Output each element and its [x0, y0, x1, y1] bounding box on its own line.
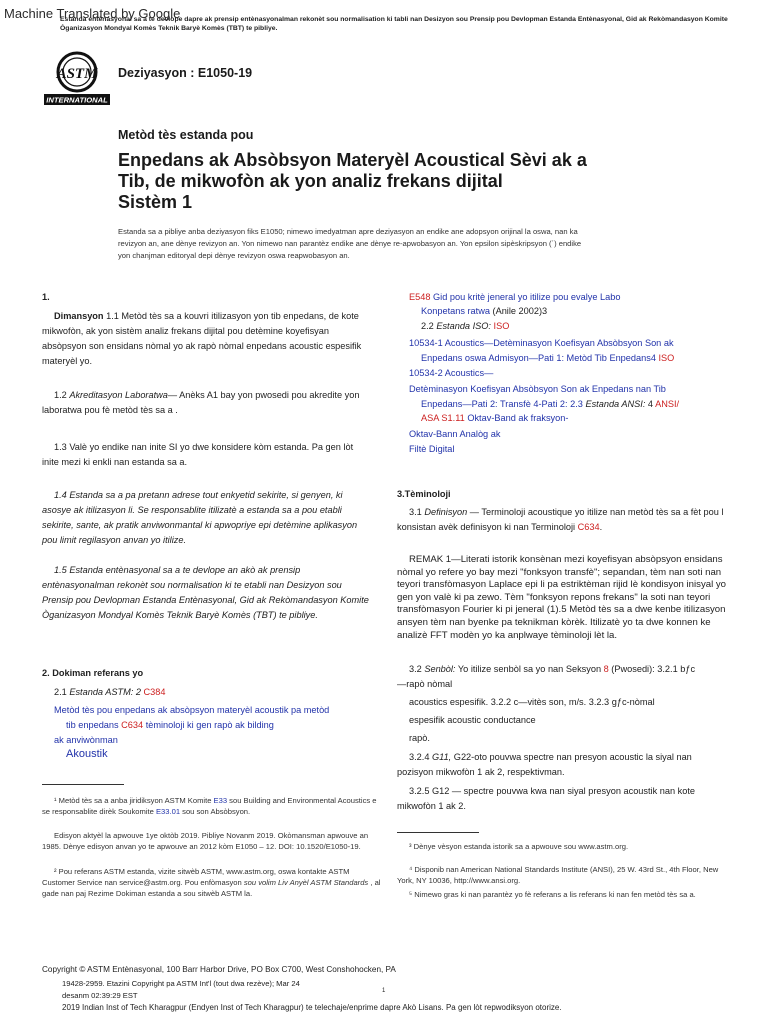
ref-text: tèminoloji ki gen rapò ak bilding [143, 720, 274, 730]
logo-word: INTERNATIONAL [46, 95, 108, 105]
ref-text: tib enpedans [66, 720, 122, 730]
paragraph-3-2 [397, 662, 725, 677]
issuance-note [118, 226, 658, 262]
issuance-line: Estanda sa a pibliye anba deziyasyon fiks E1050; nimewo imedyatman apre deziyasyon an endike ane adopsyon orijinal la oswa, nan ka [118, 227, 578, 236]
ref-line[interactable]: Akoustik [66, 748, 108, 760]
ref-line[interactable]: Filtè Digital [409, 444, 455, 454]
ref-title: Enpedans oswa Admisyon—Pati 1: Metòd Tib Enpedans4 [421, 353, 656, 363]
issuance-line: yon chanjman editoryal depi dènye revizyon oswa reapwobasyon an. [118, 251, 350, 260]
fn-text: ¹ Metòd tès sa a anba jiridiksyon ASTM Komite [54, 796, 214, 805]
ref-link-c634[interactable]: C634 [121, 720, 144, 730]
scope-text: 1.1 Metòd tès sa a kouvri itilizasyon yon tib enpedans, de kote mikwofòn, ak yon sistèm analiz frekans dijital pou detèmine koyefisyan absòpsyon son ensidans nòmal yo ak rapò nòmal enpedans acoustic espesifik materyèl yo. [42, 311, 362, 366]
section-2-heading: 2. Dokiman referans yo [42, 668, 144, 678]
paragraph-1-1 [42, 309, 372, 369]
ref-title: Gid pou kritè jeneral yo itilize pou evalye Labo [430, 292, 621, 302]
symbol-line: rapò. [409, 733, 430, 743]
section-3-heading: 3.Tèminoloji [397, 489, 451, 499]
para-number: 2.2 [421, 321, 437, 331]
para-number: 3.2 [409, 664, 425, 674]
title-line: Sistèm 1 [118, 192, 193, 212]
ref-line[interactable]: ak anviwònman [54, 735, 118, 745]
ref-e548-cont [421, 304, 547, 319]
svg-text:ASTM: ASTM [56, 66, 98, 82]
fn-italic: sou volim Liv Anyèl ASTM Standards [243, 878, 369, 887]
symbol-term: G11, [432, 752, 452, 762]
paragraph-3-2-4 [397, 750, 725, 780]
license-line: 2019 Indian Inst of Tech Kharagpur (Endyen Inst of Tech Kharagpur) te telechaje/enprime dapre Akò Lisans. Pa gen lòt repwodiksyon otorize. [62, 1003, 562, 1012]
page-number: 1 [382, 988, 386, 994]
scope-heading: Dimansyon [54, 311, 104, 321]
ref-title: Konpetans ratwa [421, 306, 490, 316]
symbol-line: acoustics espesifik. 3.2.2 c—vitès son, m/s. 3.2.3 gƒc-nòmal [409, 697, 655, 707]
ref-e548[interactable] [409, 290, 620, 305]
astm-logo [44, 50, 110, 106]
ref-title: Oktav-Band ak fraksyon- [464, 413, 569, 423]
ref-ansi-s1-11[interactable] [421, 411, 568, 426]
ref-iso-10534-2-cont [421, 397, 679, 412]
fn-text: ² Pou referans ASTM estanda, vizite sitwèb ASTM, www.astm.org, oswa kontakte ASTM Customer Service nan service@astm.org. Pou enfòmasyon [42, 867, 350, 887]
para-text: (Pwosedi): 3.2.1 bƒc [608, 664, 696, 674]
ref-link-ansi[interactable]: ANSI/ [655, 399, 680, 409]
ref-link-section-8[interactable]: 8 [603, 664, 609, 674]
ref-link-iso[interactable]: ISO [490, 321, 510, 331]
para-number: 2.1 [54, 687, 70, 697]
ref-c634-line[interactable] [66, 718, 274, 733]
astm-logo-icon [44, 50, 110, 106]
copyright-line-2: 19428-2959. Etazini Copyright pa ASTM Int'l (tout dwa rezève); Mar 24 [62, 979, 300, 988]
document-title [118, 150, 638, 213]
astm-standards-term: Estanda ASTM: 2 [69, 687, 144, 697]
paragraph-1-5: 1.5 Estanda entènasyonal sa a te devlope an akò ak prensip entènasyonalman rekonèt sou normalisation ki te etabli nan Desizyon sou Prensip pou Devlopman Estanda Entènasyonal, Gid ak Rekòmandasyon Komite Òganizasyon Mondyal Komès Teknik Baryè Komès (TBT) te pibliye. [42, 565, 369, 620]
para-text: G22-oto pouvwa spectre nan presyon acoustic la siyal nan pozisyon mikwofòn 1 ak 2, respektivman. [397, 752, 692, 777]
iso-standards-term: Estanda ISO: [436, 321, 491, 331]
paragraph-1-3: 1.3 Valè yo endike nan inite SI yo dwe konsidere kòm estanda. Pa gen lòt inite mezi ki enkli nan estanda sa a. [42, 442, 354, 467]
title-line: Enpedans ak Absòbsyon Materyèl Acoustical Sèvi ak a [118, 150, 587, 170]
paragraph-2-1 [54, 685, 166, 700]
note-1: REMAK 1—Literati istorik konsènan mezi koyefisyan absòpsyon ensidans nòmal yo refere yo bay mezi "fonksyon transfè"; sepandan, tèm nan soti nan teyori transfòmasyon Laplace epi li pa estriktèman rijid lè kondisyon inisyal yo gen yon valè ki pa zewo. Tèm "fonksyon repons frekans" la soti nan teyori transfòmasyon Fourier ki pi jeneral (1).5 Metòd tès sa a dwe kenbe itilizasyon ansyen tèm nan byenke pa teknikman kòrèk. Itilizatè yo ta dwe konnen ke analizè FFT modèn yo ka anplwaye tèminoloji lèt la. [397, 554, 727, 641]
copyright-line: Copyright © ASTM Entènasyonal, 100 Barr Harbor Drive, PO Box C700, West Conshohocken, PA [42, 965, 396, 974]
para-number: 3.1 [409, 507, 425, 517]
ref-status: (Anile 2002)3 [489, 306, 548, 316]
paragraph-1-4: 1.4 Estanda sa a pa pretann adrese tout enkyetid sekirite, si genyen, ki asosye ak itilizasyon li. Se responsablite itilizatè a estanda sa a pou etabli sekirite, sante, ak pratik anviwonmantal ki apwopriye epi detèmine aplikasyon pou limit regilasyon anvan yo itilize. [42, 490, 358, 545]
footnote-divider [42, 784, 124, 785]
ref-c384-title[interactable]: Metòd tès pou enpedans ak absòpsyon materyèl acoustik pa metòd [54, 705, 330, 715]
issuance-line: revizyon an, ane dènye revizyon an. Yon nimewo nan parantèz endike ane dènye re-apwobasyon an. Yon epsilon sipèskripsyon (´) endike [118, 239, 582, 248]
symbol-line: —rapò nòmal [397, 679, 453, 689]
ref-iso-10534-2-title[interactable]: Detèminasyon Koefisyan Absòbsyon Son ak Enpedans nan Tib [409, 384, 666, 394]
ref-iso-10534-1-cont[interactable] [421, 351, 674, 366]
para-number: 1.2 [54, 390, 70, 400]
ref-title: Enpedans—Pati 2: Transfè 4-Pati 2: 2.3 [421, 399, 586, 409]
lab-accreditation-term: Akreditasyon Laboratwa [69, 390, 168, 400]
download-timestamp: desanm 02:39:29 EST [62, 991, 138, 1000]
machine-translated-label: Machine Translated by Google [4, 6, 181, 21]
para-text: Yo itilize senbòl sa yo nan Seksyon [455, 664, 604, 674]
definitions-term: Definisyon [424, 507, 468, 517]
footnote-1 [42, 795, 382, 817]
ref-iso-10534-2[interactable]: 10534-2 Acoustics— [409, 368, 494, 378]
fn-text: sou Building and Environmental Acoustics e se responsablite dirèk Soukomite [42, 796, 377, 816]
paragraph-3-1 [397, 505, 725, 535]
footnote-divider [397, 832, 479, 833]
para-text: — Anèks A1 bay yon pwosedi pou akredite yon laboratwa pou fè metòd tès sa a . [42, 390, 360, 415]
ref-link-c384[interactable]: C384 [143, 687, 166, 697]
method-label: Metòd tès estanda pou [118, 128, 254, 142]
paragraph-1-2 [42, 388, 372, 418]
ref-text: 4 [645, 399, 656, 409]
ref-link-c634[interactable]: C634 [577, 522, 600, 532]
para-number: 3.2.4 [409, 752, 432, 762]
footnote-4: ⁴ Disponib nan American National Standards Institute (ANSI), 25 W. 43rd St., 4th Floor, New York, NY 10036, http://www.ansi.org. [397, 865, 719, 885]
link-e33-01[interactable]: E33.01 [155, 807, 181, 816]
paragraph-2-2 [421, 319, 509, 334]
fn-text: , al gade nan paj Rezime Dokiman estanda a sou sitwèb ASTM la. [42, 878, 381, 898]
symbol-line: espesifik acoustic conductance [409, 715, 536, 725]
para-text: . [599, 522, 603, 532]
section-1-number: 1. [42, 292, 50, 302]
footnote-3: ³ Dènye vèsyon estanda istorik sa a apwouve sou www.astm.org. [409, 842, 629, 851]
designation: Deziyasyon : E1050-19 [118, 66, 253, 80]
ansi-standards-term: Estanda ANSI: [585, 399, 646, 409]
edition-note: Edisyon aktyèl la apwouve 1ye oktòb 2019. Pibliye Novanm 2019. Okòmansman apwouve an 1985. Dènye edisyon anvan yo te apwouve an 2012 kòm E1050 – 12. DOI: 10.1520/E1050-19. [42, 831, 369, 851]
paragraph-3-2-5: 3.2.5 G12 — spectre pouvwa kwa nan siyal presyon acoustik nan kote mikwofòn 1 ak 2. [397, 786, 695, 811]
ref-line[interactable]: Oktav-Bann Analòg ak [409, 429, 501, 439]
ref-iso-10534-1[interactable]: 10534-1 Acoustics—Detèminasyon Koefisyan Absòbsyon Son ak [409, 338, 674, 348]
international-standard-notice: Estanda entènasyonal sa a te devlope dapre ak prensip entènasyonalman rekonèt sou normalisation ki tabli nan Desizyon sou Prensip pou Devlopman Estanda Entènasyonal, Gid ak Rekòmandasyon Komite Òganizasyon Mondyal Komès Teknik Baryè Komès (TBT) te pibliye. [60, 16, 728, 32]
footnote-5: ⁵ Nimewo gras ki nan parantèz yo fè referans a lis referans ki nan fen metòd tès sa a. [409, 890, 696, 899]
fn-text: sou son Absòbsyon. [180, 807, 251, 816]
ref-link-asa[interactable]: ASA S1.11 [421, 413, 465, 423]
title-line: Tib, de mikwofòn ak yon analiz frekans dijital [118, 171, 503, 191]
symbols-term: Senbòl: [424, 664, 456, 674]
ref-link-iso[interactable]: ISO [655, 353, 675, 363]
para-text: — Terminoloji acoustique yo itilize nan metòd tès sa a fèt pou l konsistan avèk definisyon ki nan Terminoloji [397, 507, 724, 532]
footnote-2 [42, 866, 382, 899]
ref-link-e548[interactable]: E548 [409, 292, 431, 302]
link-e33[interactable]: E33 [213, 796, 228, 805]
